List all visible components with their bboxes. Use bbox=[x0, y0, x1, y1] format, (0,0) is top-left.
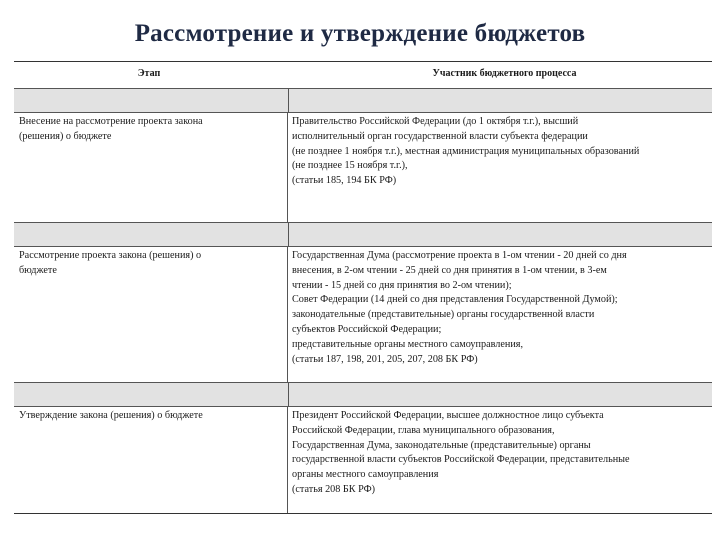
stage-cell: Утверждение закона (решения) о бюджете bbox=[19, 410, 203, 421]
column-header-participant: Участник бюджетного процесса bbox=[432, 68, 577, 79]
table-header bbox=[14, 62, 712, 88]
page-title: Рассмотрение и утверждение бюджетов bbox=[134, 20, 586, 47]
table-row bbox=[14, 113, 712, 222]
budget-table bbox=[14, 61, 712, 514]
table-separator bbox=[14, 222, 712, 247]
table-row bbox=[14, 247, 712, 382]
participant-cell: Президент Российской Федерации, высшее должностное лицо субъекта Российской Федерации, глава муниципального образования, Государственная Дума, законодательные (представительные) органы государственной власти субъектов Российской Федерации, представительные органы местного самоуправления (статья 208 БК РФ) bbox=[292, 410, 630, 495]
column-header-stage: Этап bbox=[137, 68, 161, 79]
participant-cell: Правительство Российской Федерации (до 1 октября т.г.), высший исполнительный орган государственной власти субъекта федерации (не позднее 1 ноября т.г.), местная администрация муниципальных образований (не позднее 15 ноября т.г.), (статьи 185, 194 БК РФ) bbox=[292, 116, 640, 187]
table-row bbox=[14, 407, 712, 514]
participant-cell: Государственная Дума (рассмотрение проекта в 1-ом чтении - 20 дней со дня внесения, в 2-ом чтении - 25 дней со дня принятия в 1-ом чтении, в 3-ем чтении - 15 дней со дня принятия во 2-ом чтении); Совет Федерации (14 дней со дня представления Государственной Думой); законодательные (представительные) органы государственной власти субъектов Российской Федерации; представительные органы местного самоуправления, (статьи 187, 198, 201, 205, 207, 208 БК РФ) bbox=[292, 250, 627, 365]
stage-cell: Рассмотрение проекта закона (решения) о бюджете bbox=[19, 250, 202, 276]
table-separator bbox=[14, 88, 712, 113]
table-separator bbox=[14, 382, 712, 407]
stage-cell: Внесение на рассмотрение проекта закона (решения) о бюджете bbox=[19, 116, 203, 142]
